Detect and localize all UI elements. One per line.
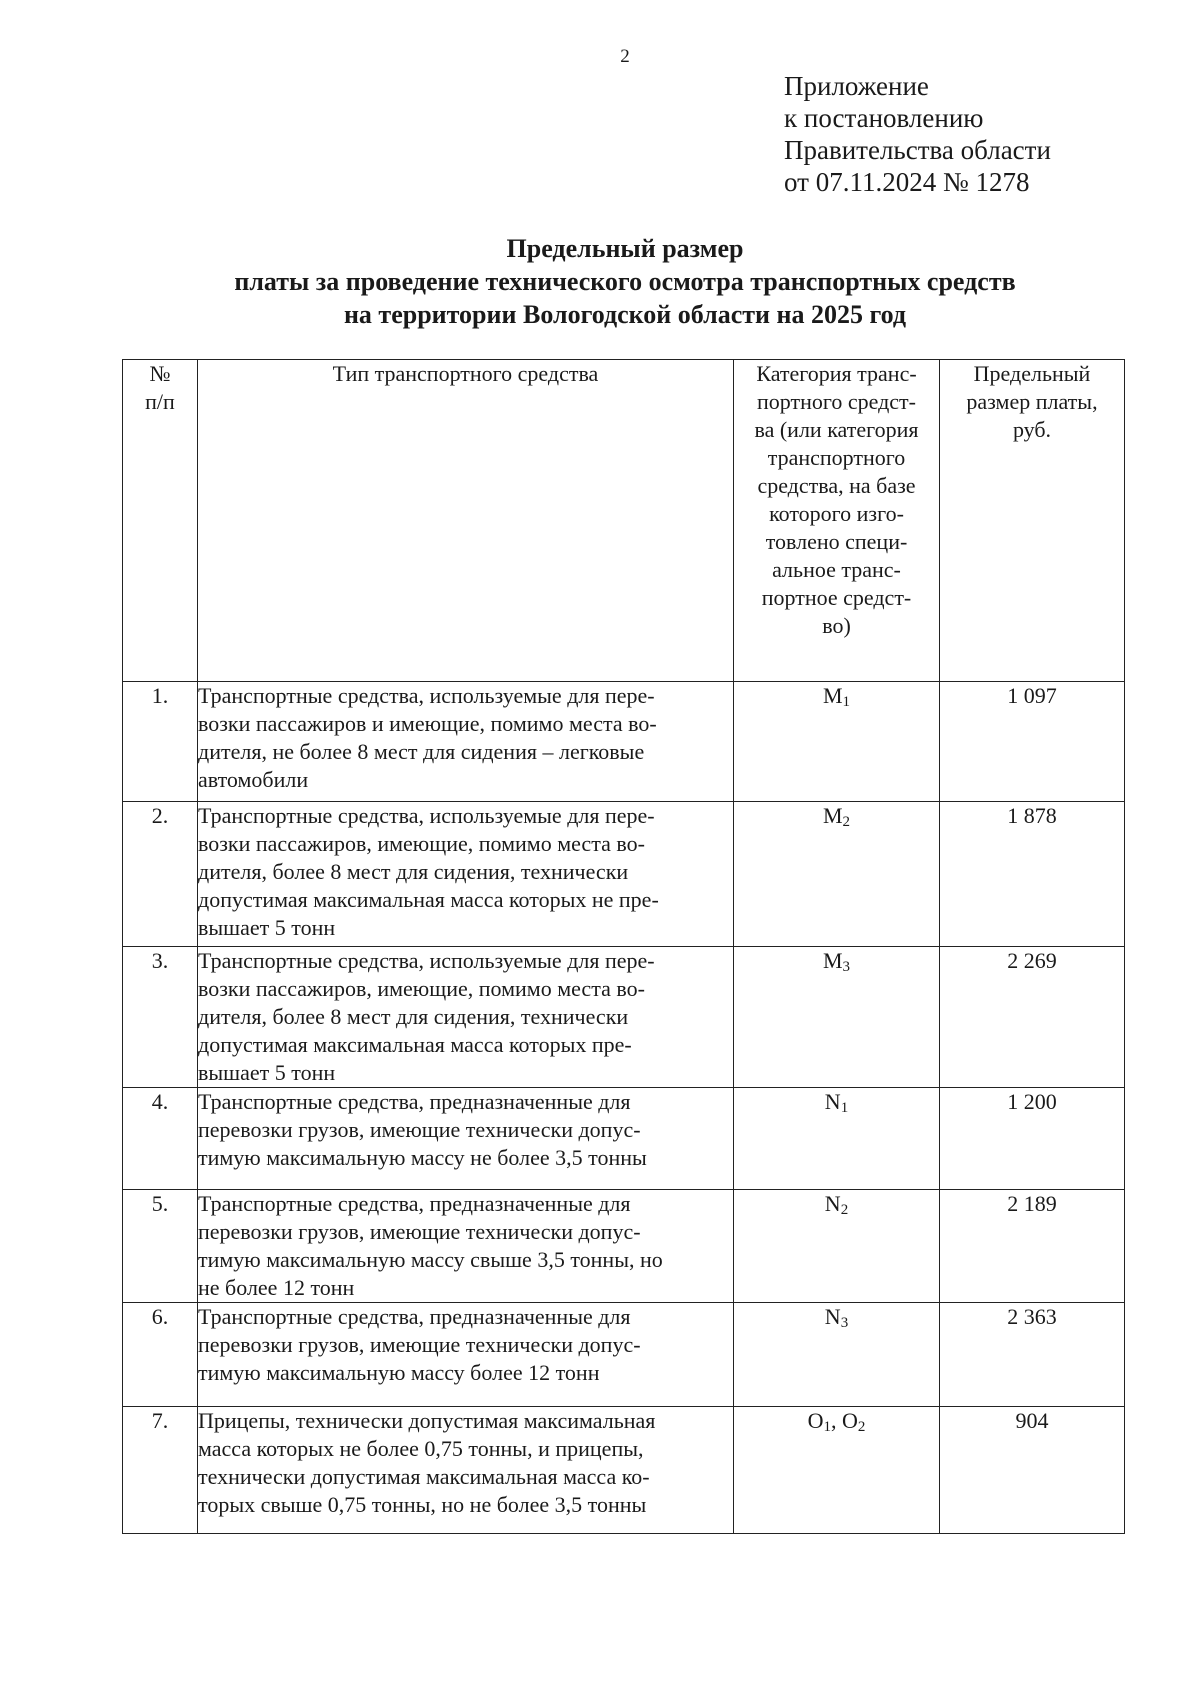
fee-cell: 1 878 [940,802,1125,947]
vehicle-type-cell [198,947,734,1088]
vehicle-type-cell [198,1407,734,1534]
text-line: тимую максимальную массу не более 3,5 тонны [198,1145,647,1170]
header-vehicle-type: Тип транспортного средства [198,360,734,682]
category-letter: N [824,1089,841,1114]
appendix-line: от 07.11.2024 № 1278 [784,167,1030,197]
text-line: допустимая максимальная масса которых пре- [198,1032,632,1057]
header-line: Предельный [973,361,1091,386]
category-cell [734,947,940,1088]
vehicle-type-cell [198,1303,734,1407]
header-category [734,360,940,682]
text-line: дителя, более 8 мест для сидения, технически [198,859,629,884]
text-line: допустимая максимальная масса которых не пре- [198,887,659,912]
table-row [123,947,1125,1088]
document-title [0,232,1200,331]
header-line: которого изго- [769,501,904,526]
header-number [123,360,198,682]
text-line: вышает 5 тонн [198,1060,336,1085]
vehicle-type-cell [198,1190,734,1303]
table-row [123,1303,1125,1407]
text-line: Транспортные средства, используемые для пере- [198,948,655,973]
category-cell [734,1088,940,1190]
page-number: 2 [620,46,630,67]
category-subscript: 3 [840,1315,849,1331]
text-line: Транспортные средства, предназначенные для [198,1304,631,1329]
table-header-row [123,360,1125,682]
text-line: не более 12 тонн [198,1275,355,1300]
header-line: руб. [1012,417,1052,442]
table-row [123,802,1125,947]
category-subscript: 1 [840,1100,849,1116]
header-line: № [149,361,171,386]
header-line: транспортного [767,445,906,470]
category-cell [734,682,940,802]
text-line: масса которых не более 0,75 тонны, и прицепы, [198,1436,644,1461]
text-line: торых свыше 0,75 тонны, но не более 3,5 тонны [198,1492,647,1517]
category-letter: O [807,1408,824,1433]
fee-cell: 904 [940,1407,1125,1534]
table-row [123,682,1125,802]
text-line: Транспортные средства, используемые для пере- [198,803,655,828]
category-subscript: 1 [842,694,851,710]
vehicle-type-cell [198,682,734,802]
text-line: Транспортные средства, используемые для пере- [198,683,655,708]
text-line: дителя, не более 8 мест для сидения – легковые [198,739,645,764]
header-line: размер платы, [966,389,1098,414]
text-line: перевозки грузов, имеющие технически допус- [198,1117,641,1142]
fee-cell: 2 363 [940,1303,1125,1407]
category-separator: , [831,1408,842,1433]
header-line: портное средст- [761,585,912,610]
table-row [123,1407,1125,1534]
row-number: 5. [123,1190,198,1303]
row-number: 6. [123,1303,198,1407]
text-line: дителя, более 8 мест для сидения, технически [198,1004,629,1029]
fee-cell: 2 189 [940,1190,1125,1303]
header-line: альное транс- [772,557,901,582]
category-subscript: 2 [840,1202,849,1218]
category-letter: M [822,683,843,708]
fee-table [122,359,1125,1534]
header-line: во) [822,613,851,638]
text-line: Прицепы, технически допустимая максимальная [198,1408,656,1433]
category-letter: M [822,948,843,973]
category-cell [734,1407,940,1534]
header-max-fee [940,360,1125,682]
vehicle-type-cell [198,1088,734,1190]
category-subscript: 1 [823,1419,831,1435]
category-cell [734,1190,940,1303]
text-line: автомобили [198,767,309,792]
text-line: Транспортные средства, предназначенные для [198,1191,631,1216]
category-subscript: 2 [857,1419,866,1435]
table-row [123,1088,1125,1190]
text-line: технически допустимая максимальная масса ко- [198,1464,650,1489]
text-line: перевозки грузов, имеющие технически допус- [198,1332,641,1357]
category-subscript: 2 [842,814,851,830]
category-letter: N [824,1191,841,1216]
category-cell [734,802,940,947]
row-number: 1. [123,682,198,802]
header-line: товлено специ- [765,529,908,554]
table-row [123,1190,1125,1303]
vehicle-type-cell [198,802,734,947]
header-line: п/п [145,389,175,414]
fee-cell: 2 269 [940,947,1125,1088]
header-line: ва (или категория [754,417,919,442]
fee-cell: 1 097 [940,682,1125,802]
text-line: возки пассажиров и имеющие, помимо места во- [198,711,657,736]
text-line: тимую максимальную массу свыше 3,5 тонны, но [198,1247,663,1272]
text-line: возки пассажиров, имеющие, помимо места во- [198,976,645,1001]
title-line: на территории Вологодской области на 2025 год [343,300,907,329]
fee-cell: 1 200 [940,1088,1125,1190]
header-line: Категория транс- [756,361,917,386]
title-line: Предельный размер [506,234,744,263]
header-line: портного средст- [757,389,916,414]
category-letter: M [822,803,843,828]
row-number: 7. [123,1407,198,1534]
appendix-line: Приложение [784,71,929,101]
text-line: Транспортные средства, предназначенные для [198,1089,631,1114]
text-line: вышает 5 тонн [198,915,336,940]
row-number: 4. [123,1088,198,1190]
category-cell [734,1303,940,1407]
category-letter: O [842,1408,858,1433]
category-letter: N [824,1304,841,1329]
appendix-line: к постановлению [784,103,984,133]
text-line: перевозки грузов, имеющие технически допус- [198,1219,641,1244]
appendix-header [784,70,1051,198]
appendix-line: Правительства области [784,135,1051,165]
row-number: 3. [123,947,198,1088]
text-line: возки пассажиров, имеющие, помимо места во- [198,831,645,856]
title-line: платы за проведение технического осмотра транспортных средств [234,267,1016,296]
text-line: тимую максимальную массу более 12 тонн [198,1360,600,1385]
header-line: средства, на базе [757,473,916,498]
category-subscript: 3 [842,959,851,975]
row-number: 2. [123,802,198,947]
